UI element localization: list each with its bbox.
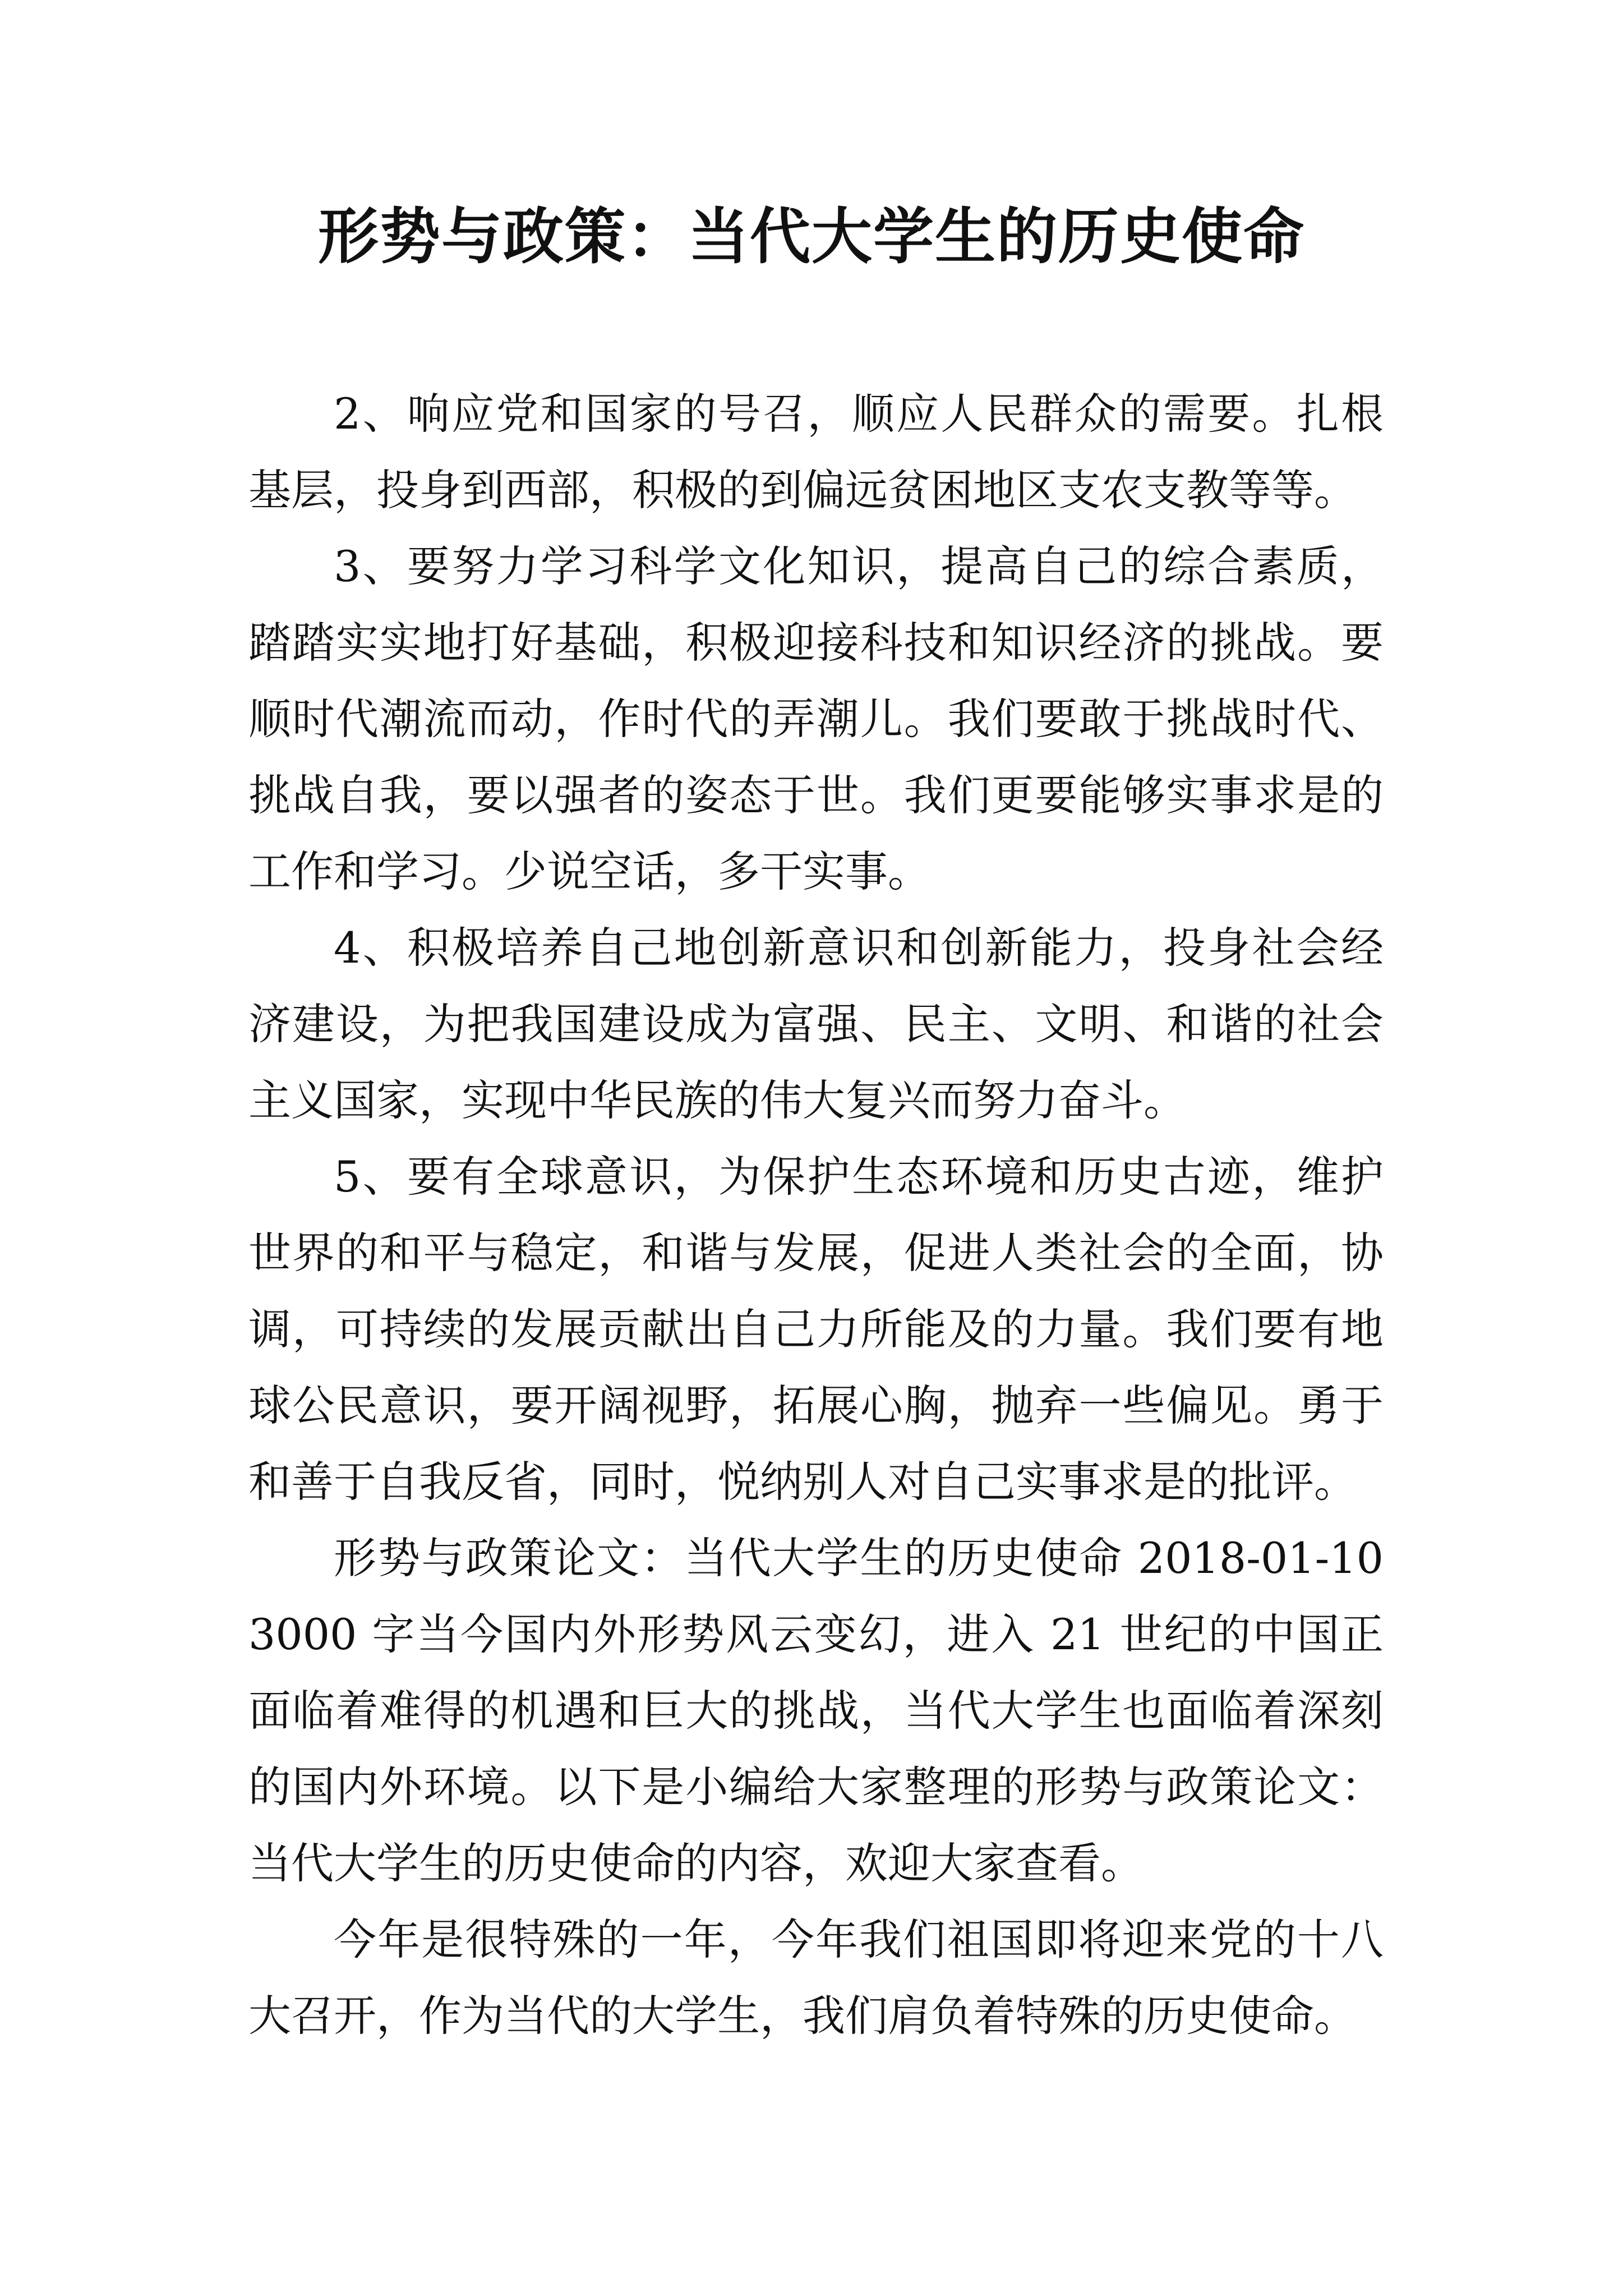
paragraph-intro: 形势与政策论文：当代大学生的历史使命 2018-01-10 3000 字当今国内外形势风云变幻，进入 21 世纪的中国正面临着难得的机遇和巨大的挑战，当代大学生也面临着深刻的国内外环境。以下是小编给大家整理的形势与政策论文：当代大学生的历史使命的内容，欢迎大家查看。 — [248, 1533, 1384, 1888]
paragraph-item-4: 4、积极培养自己地创新意识和创新能力，投身社会经济建设，为把我国建设成为富强、民主、文明、和谐的社会主义国家，实现中华民族的伟大复兴而努力奋斗。 — [248, 923, 1384, 1125]
paragraph-closing: 今年是很特殊的一年，今年我们祖国即将迎来党的十八大召开，作为当代的大学生，我们肩负着特殊的历史使命。 — [248, 1915, 1384, 2041]
document-body — [248, 376, 1384, 2054]
paragraph-item-2: 2、响应党和国家的号召，顺应人民群众的需要。扎根基层，投身到西部，积极的到偏远贫困地区支农支教等等。 — [248, 389, 1384, 515]
paragraph-item-3: 3、要努力学习科学文化知识，提高自己的综合素质，踏踏实实地打好基础，积极迎接科技和知识经济的挑战。要顺时代潮流而动，作时代的弄潮儿。我们要敢于挑战时代、挑战自我，要以强者的姿态于世。我们更要能够实事求是的工作和学习。少说空话，多干实事。 — [248, 541, 1384, 896]
paragraph-item-5: 5、要有全球意识，为保护生态环境和历史古迹，维护世界的和平与稳定，和谐与发展，促进人类社会的全面，协调，可持续的发展贡献出自己力所能及的力量。我们要有地球公民意识，要开阔视野，拓展心胸，抛弃一些偏见。勇于和善于自我反省，同时，悦纳别人对自己实事求是的批评。 — [248, 1152, 1384, 1507]
document-title: 形势与政策：当代大学生的历史使命 — [317, 201, 1305, 272]
